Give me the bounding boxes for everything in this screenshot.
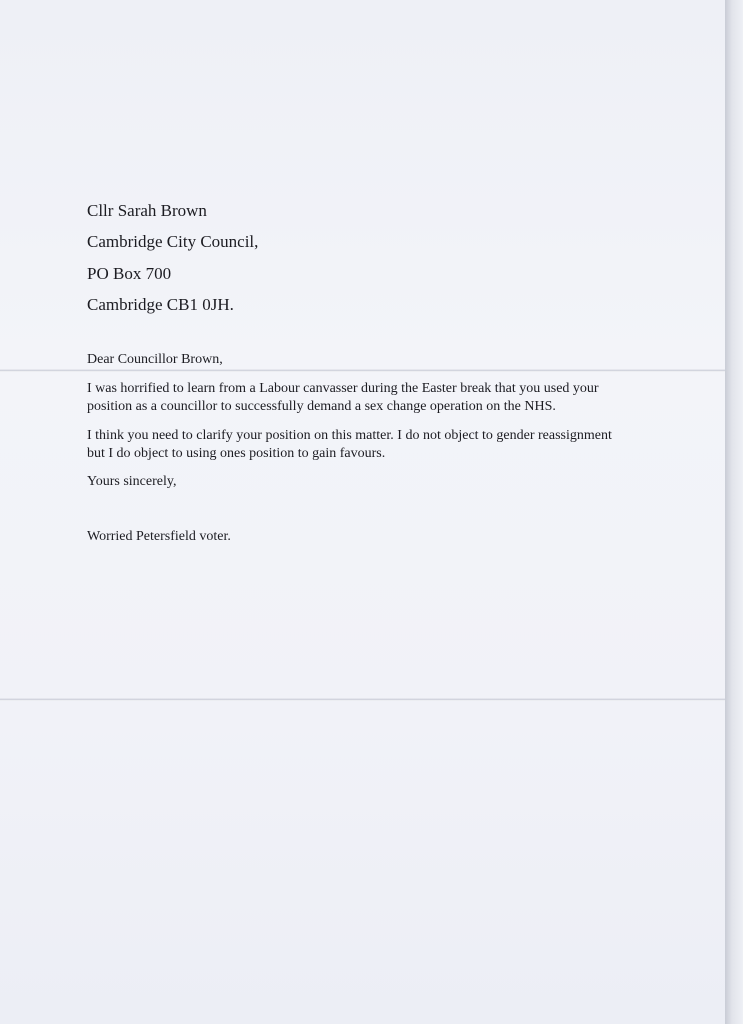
paper-fold-line (0, 369, 727, 372)
paragraph-2-line-1: I think you need to clarify your position on this matter. I do not object to gender reassignment (87, 428, 612, 443)
salutation: Dear Councillor Brown, (87, 352, 223, 367)
recipient-name: Cllr Sarah Brown (87, 201, 207, 220)
paragraph-1-line-1: I was horrified to learn from a Labour canvasser during the Easter break that you used your (87, 381, 599, 396)
paragraph-2-line-2: but I do object to using ones position to gain favours. (87, 446, 386, 461)
recipient-city-postcode: Cambridge CB1 0JH. (87, 295, 234, 314)
recipient-organisation: Cambridge City Council, (87, 232, 259, 251)
recipient-po-box: PO Box 700 (87, 264, 172, 283)
paragraph-1-line-2: position as a councillor to successfully demand a sex change operation on the NHS. (87, 399, 556, 414)
paper-fold-line (0, 698, 727, 701)
signature: Worried Petersfield voter. (87, 529, 231, 544)
closing: Yours sincerely, (87, 474, 177, 489)
scan-edge-shadow (725, 0, 743, 1024)
